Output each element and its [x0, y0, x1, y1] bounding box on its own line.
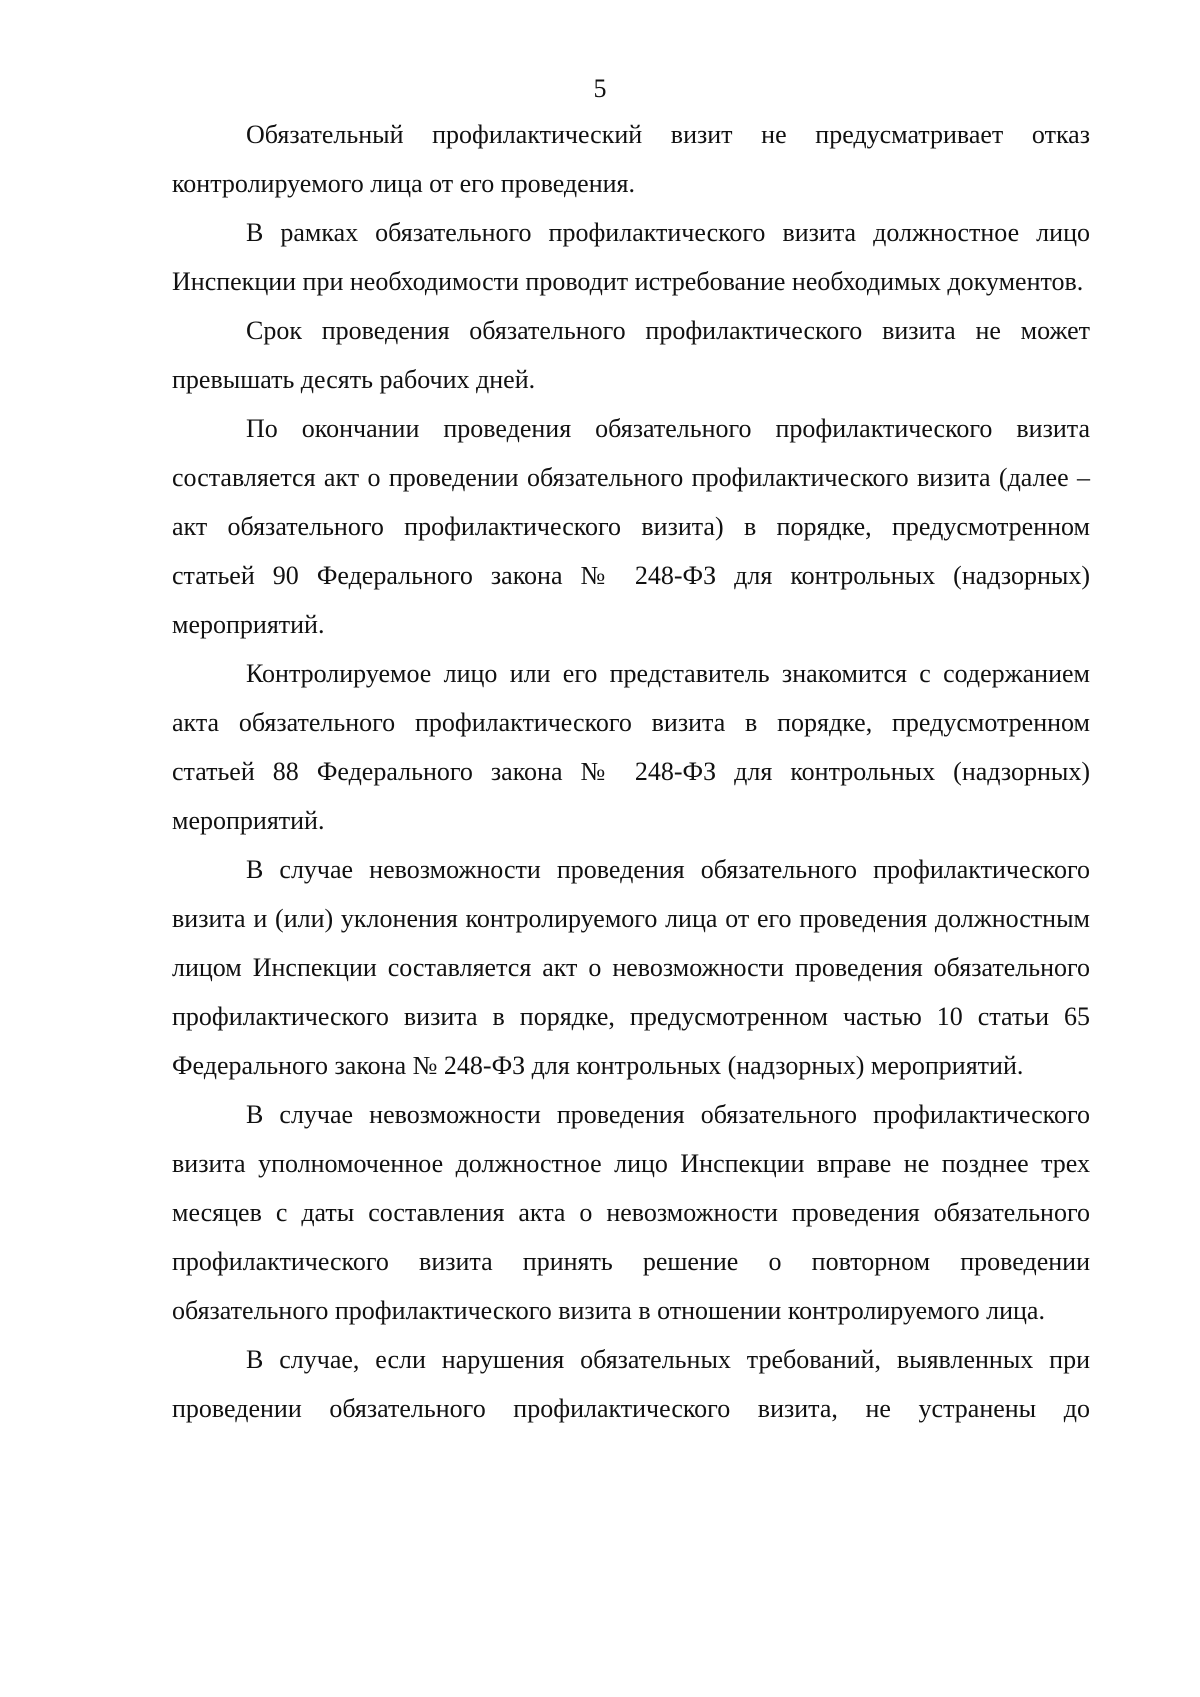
paragraph-impossibility-act: В случае невозможности проведения обязательного профилактического визита и (или) уклонения контролируемого лица от его проведения должностным лицом Инспекции составляется акт о невозможности проведения обязательного профилактического визита в порядке, предусмотренном частью 10 статьи 65 Федерального закона № 248-ФЗ для контрольных (надзорных) мероприятий. — [172, 855, 1090, 1080]
paragraph-repeat-visit: В случае невозможности проведения обязательного профилактического визита уполномоченное должностное лицо Инспекции вправе не позднее трех месяцев с даты составления акта о невозможности проведения обязательного профилактического визита принять решение о повторном проведении обязательного профилактического визита в отношении контролируемого лица. — [172, 1100, 1090, 1325]
paragraph-act-familiarization: Контролируемое лицо или его представитель знакомится с содержанием акта обязательного профилактического визита в порядке, предусмотренном статьей 88 Федерального закона № 248-ФЗ для контрольных (надзорных) мероприятий. — [172, 659, 1090, 835]
paragraph-document-request: В рамках обязательного профилактического визита должностное лицо Инспекции при необходимости проводит истребование необходимых документов. — [172, 218, 1090, 296]
page-number: 5 — [593, 74, 607, 103]
paragraph-unresolved-violations: В случае, если нарушения обязательных требований, выявленных при проведении обязательного профилактического визита, не устранены до — [172, 1345, 1090, 1423]
paragraph-visit-duration: Срок проведения обязательного профилактического визита не может превышать десять рабочих дней. — [172, 316, 1090, 394]
document-body — [172, 110, 1090, 1433]
paragraph-refusal-not-allowed: Обязательный профилактический визит не предусматривает отказ контролируемого лица от его проведения. — [172, 120, 1090, 198]
paragraph-visit-act: По окончании проведения обязательного профилактического визита составляется акт о проведении обязательного профилактического визита (далее – акт обязательного профилактического визита) в порядке, предусмотренном статьей 90 Федерального закона № 248-ФЗ для контрольных (надзорных) мероприятий. — [172, 414, 1090, 639]
